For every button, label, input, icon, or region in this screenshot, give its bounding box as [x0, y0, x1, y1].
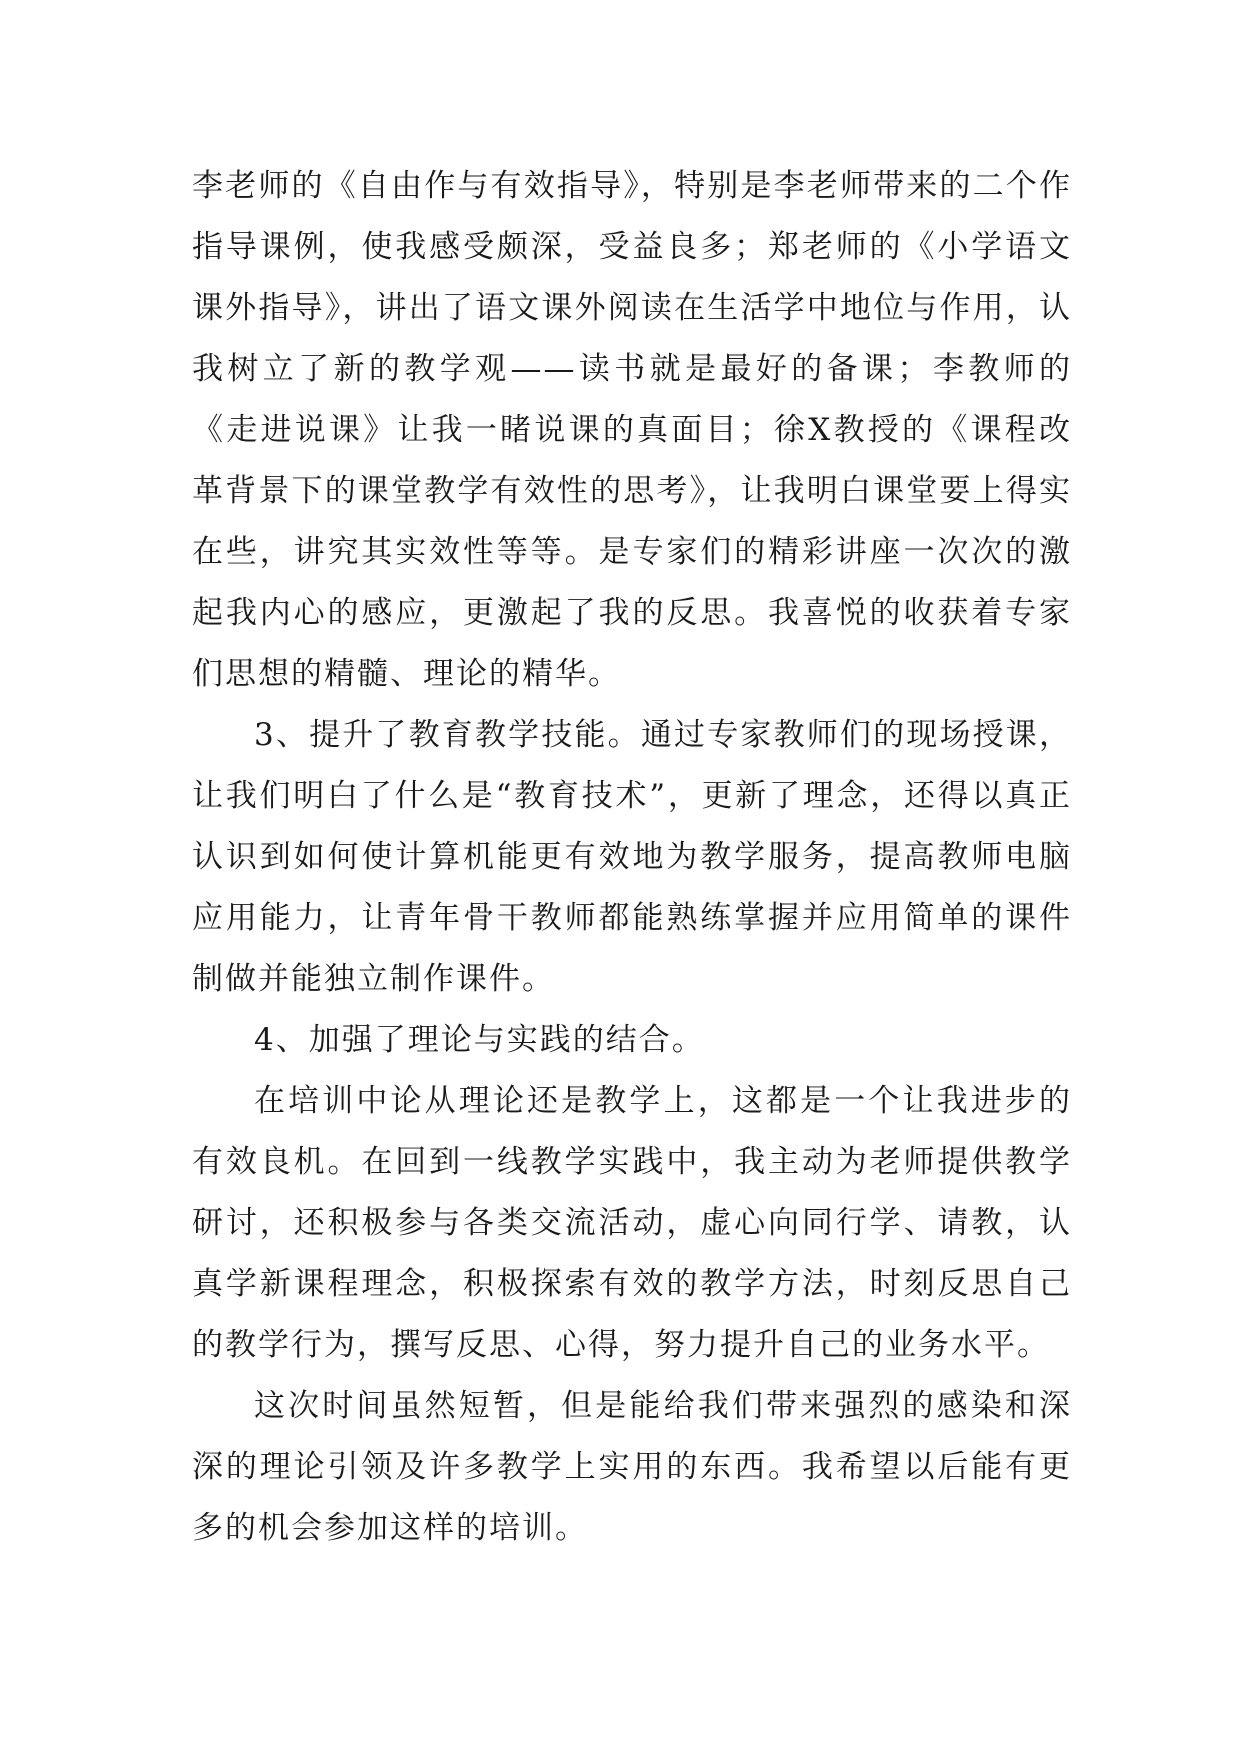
- paragraph-conclusion: 这次时间虽然短暂，但是能给我们带来强烈的感染和深深的理论引领及许多教学上实用的东西。我希望以后能有更多的机会参加这样的培训。: [192, 1388, 1072, 1546]
- paragraph-point-4: 4、加强了理论与实践的结合。: [254, 1022, 705, 1058]
- paragraph-practice: 在培训中论从理论还是教学上，这都是一个让我进步的有效良机。在回到一线教学实践中，我主动为老师提供教学研讨，还积极参与各类交流活动，虚心向同行学、请教，认真学新课程理念，积极探索有效的教学方法，时刻反思自己的教学行为，撰写反思、心得，努力提升自己的业务水平。: [192, 1083, 1072, 1363]
- document-body: [192, 156, 1072, 1559]
- paragraph-lectures: 李老师的《自由作与有效指导》，特别是李老师带来的二个作指导课例，使我感受颇深，受益良多；郑老师的《小学语文课外指导》，讲出了语文课外阅读在生活学中地位与作用，认我树立了新的教学观——读书就是最好的备课；李教师的《走进说课》让我一睹说课的真面目；徐X教授的《课程改革背景下的课堂教学有效性的思考》，让我明白课堂要上得实在些，讲究其实效性等等。是专家们的精彩讲座一次次的激起我内心的感应，更激起了我的反思。我喜悦的收获着专家们思想的精髓、理论的精华。: [192, 168, 1072, 692]
- paragraph-point-3: 3、提升了教育教学技能。通过专家教师们的现场授课，让我们明白了什么是“教育技术”，更新了理念，还得以真正认识到如何使计算机能更有效地为教学服务，提高教师电脑应用能力，让青年骨干教师都能熟练掌握并应用简单的课件制做并能独立制作课件。: [192, 717, 1072, 997]
